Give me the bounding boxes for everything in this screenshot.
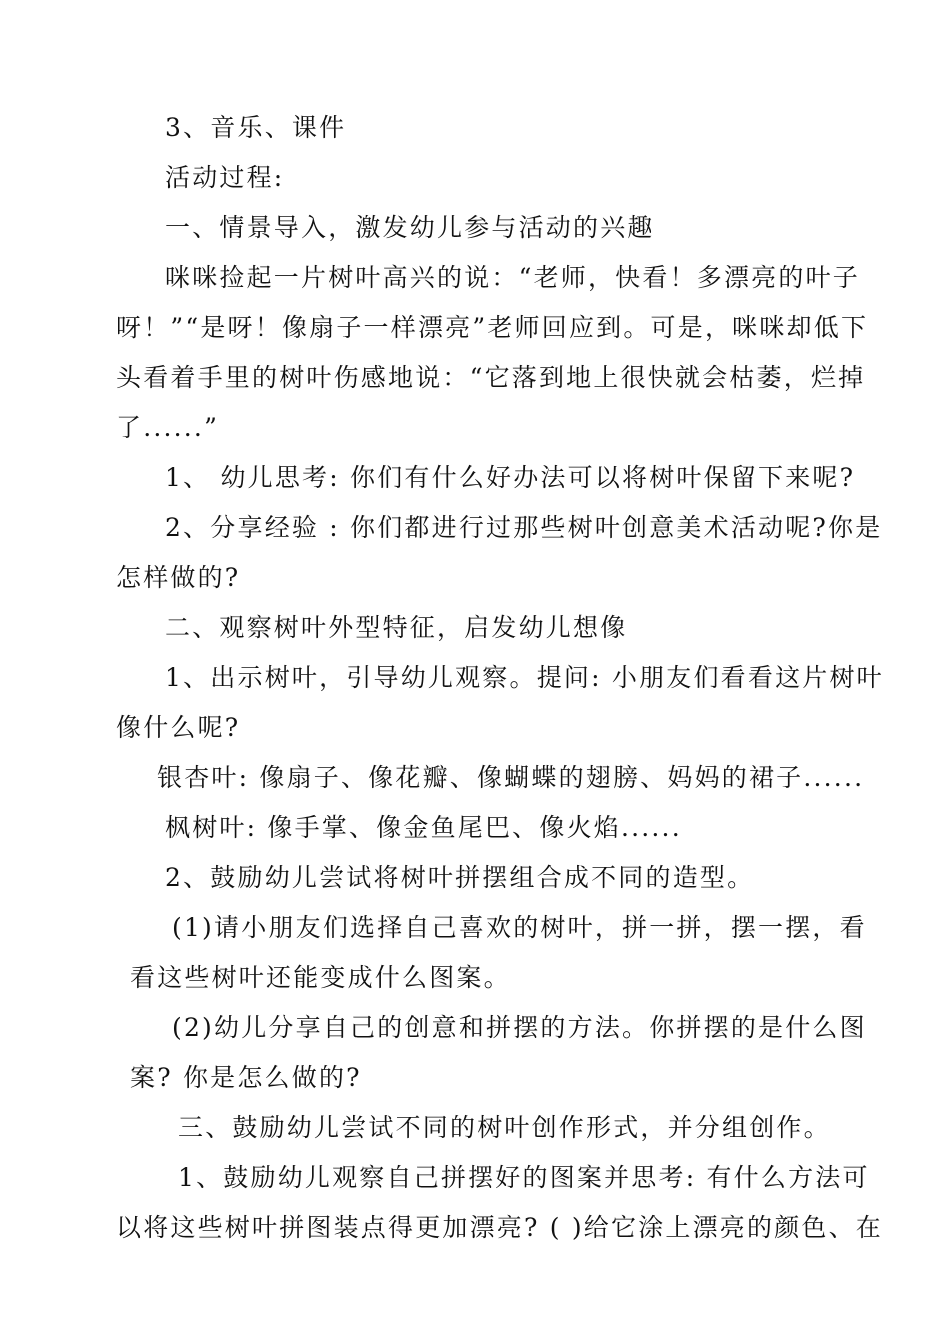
text-line-14: 银杏叶: 像扇子、像花瓣、像蝴蝶的翅膀、妈妈的裙子...... <box>157 763 865 792</box>
text-line-4: 咪咪捡起一片树叶高兴的说：“老师，快看！多漂亮的叶子 <box>165 263 860 292</box>
text-line-22: 1、鼓励幼儿观察自己拼摆好的图案并思考: 有什么方法可 <box>178 1163 870 1192</box>
text-line-9: 2、分享经验 : 你们都进行过那些树叶创意美术活动呢?你是 <box>165 513 883 542</box>
text-line-17: (1)请小朋友们选择自己喜欢的树叶，拼一拼，摆一摆，看 <box>172 913 867 942</box>
text-line-1: 3、音乐、课件 <box>165 113 347 142</box>
text-line-15: 枫树叶: 像手掌、像金鱼尾巴、像火焰...... <box>165 813 682 842</box>
text-line-13: 像什么呢? <box>116 713 241 742</box>
text-line-6: 头看着手里的树叶伤感地说：“它落到地上很快就会枯萎，烂掉 <box>116 363 866 392</box>
text-line-10: 怎样做的? <box>116 563 241 592</box>
text-line-5: 呀！”“是呀！像扇子一样漂亮”老师回应到。可是，咪咪却低下 <box>116 313 869 342</box>
text-line-7: 了......” <box>116 413 220 442</box>
text-line-21: 三、鼓励幼儿尝试不同的树叶创作形式，并分组创作。 <box>178 1113 831 1142</box>
text-line-18: 看这些树叶还能变成什么图案。 <box>130 963 511 992</box>
text-line-11: 二、观察树叶外型特征，启发幼儿想像 <box>165 613 628 642</box>
text-line-2: 活动过程: <box>165 163 285 192</box>
text-line-16: 2、鼓励幼儿尝试将树叶拼摆组合成不同的造型。 <box>165 863 755 892</box>
text-line-20: 案? 你是怎么做的? <box>130 1063 362 1092</box>
text-line-8: 1、 幼儿思考: 你们有什么好办法可以将树叶保留下来呢? <box>165 463 856 492</box>
text-line-19: (2)幼儿分享自己的创意和拼摆的方法。你拼摆的是什么图 <box>172 1013 867 1042</box>
text-line-3: 一、情景导入，激发幼儿参与活动的兴趣 <box>165 213 655 242</box>
text-line-12: 1、出示树叶，引导幼儿观察。提问: 小朋友们看看这片树叶 <box>165 663 884 692</box>
text-line-23: 以将这些树叶拼图装点得更加漂亮? ( )给它涂上漂亮的颜色、在 <box>116 1213 884 1242</box>
